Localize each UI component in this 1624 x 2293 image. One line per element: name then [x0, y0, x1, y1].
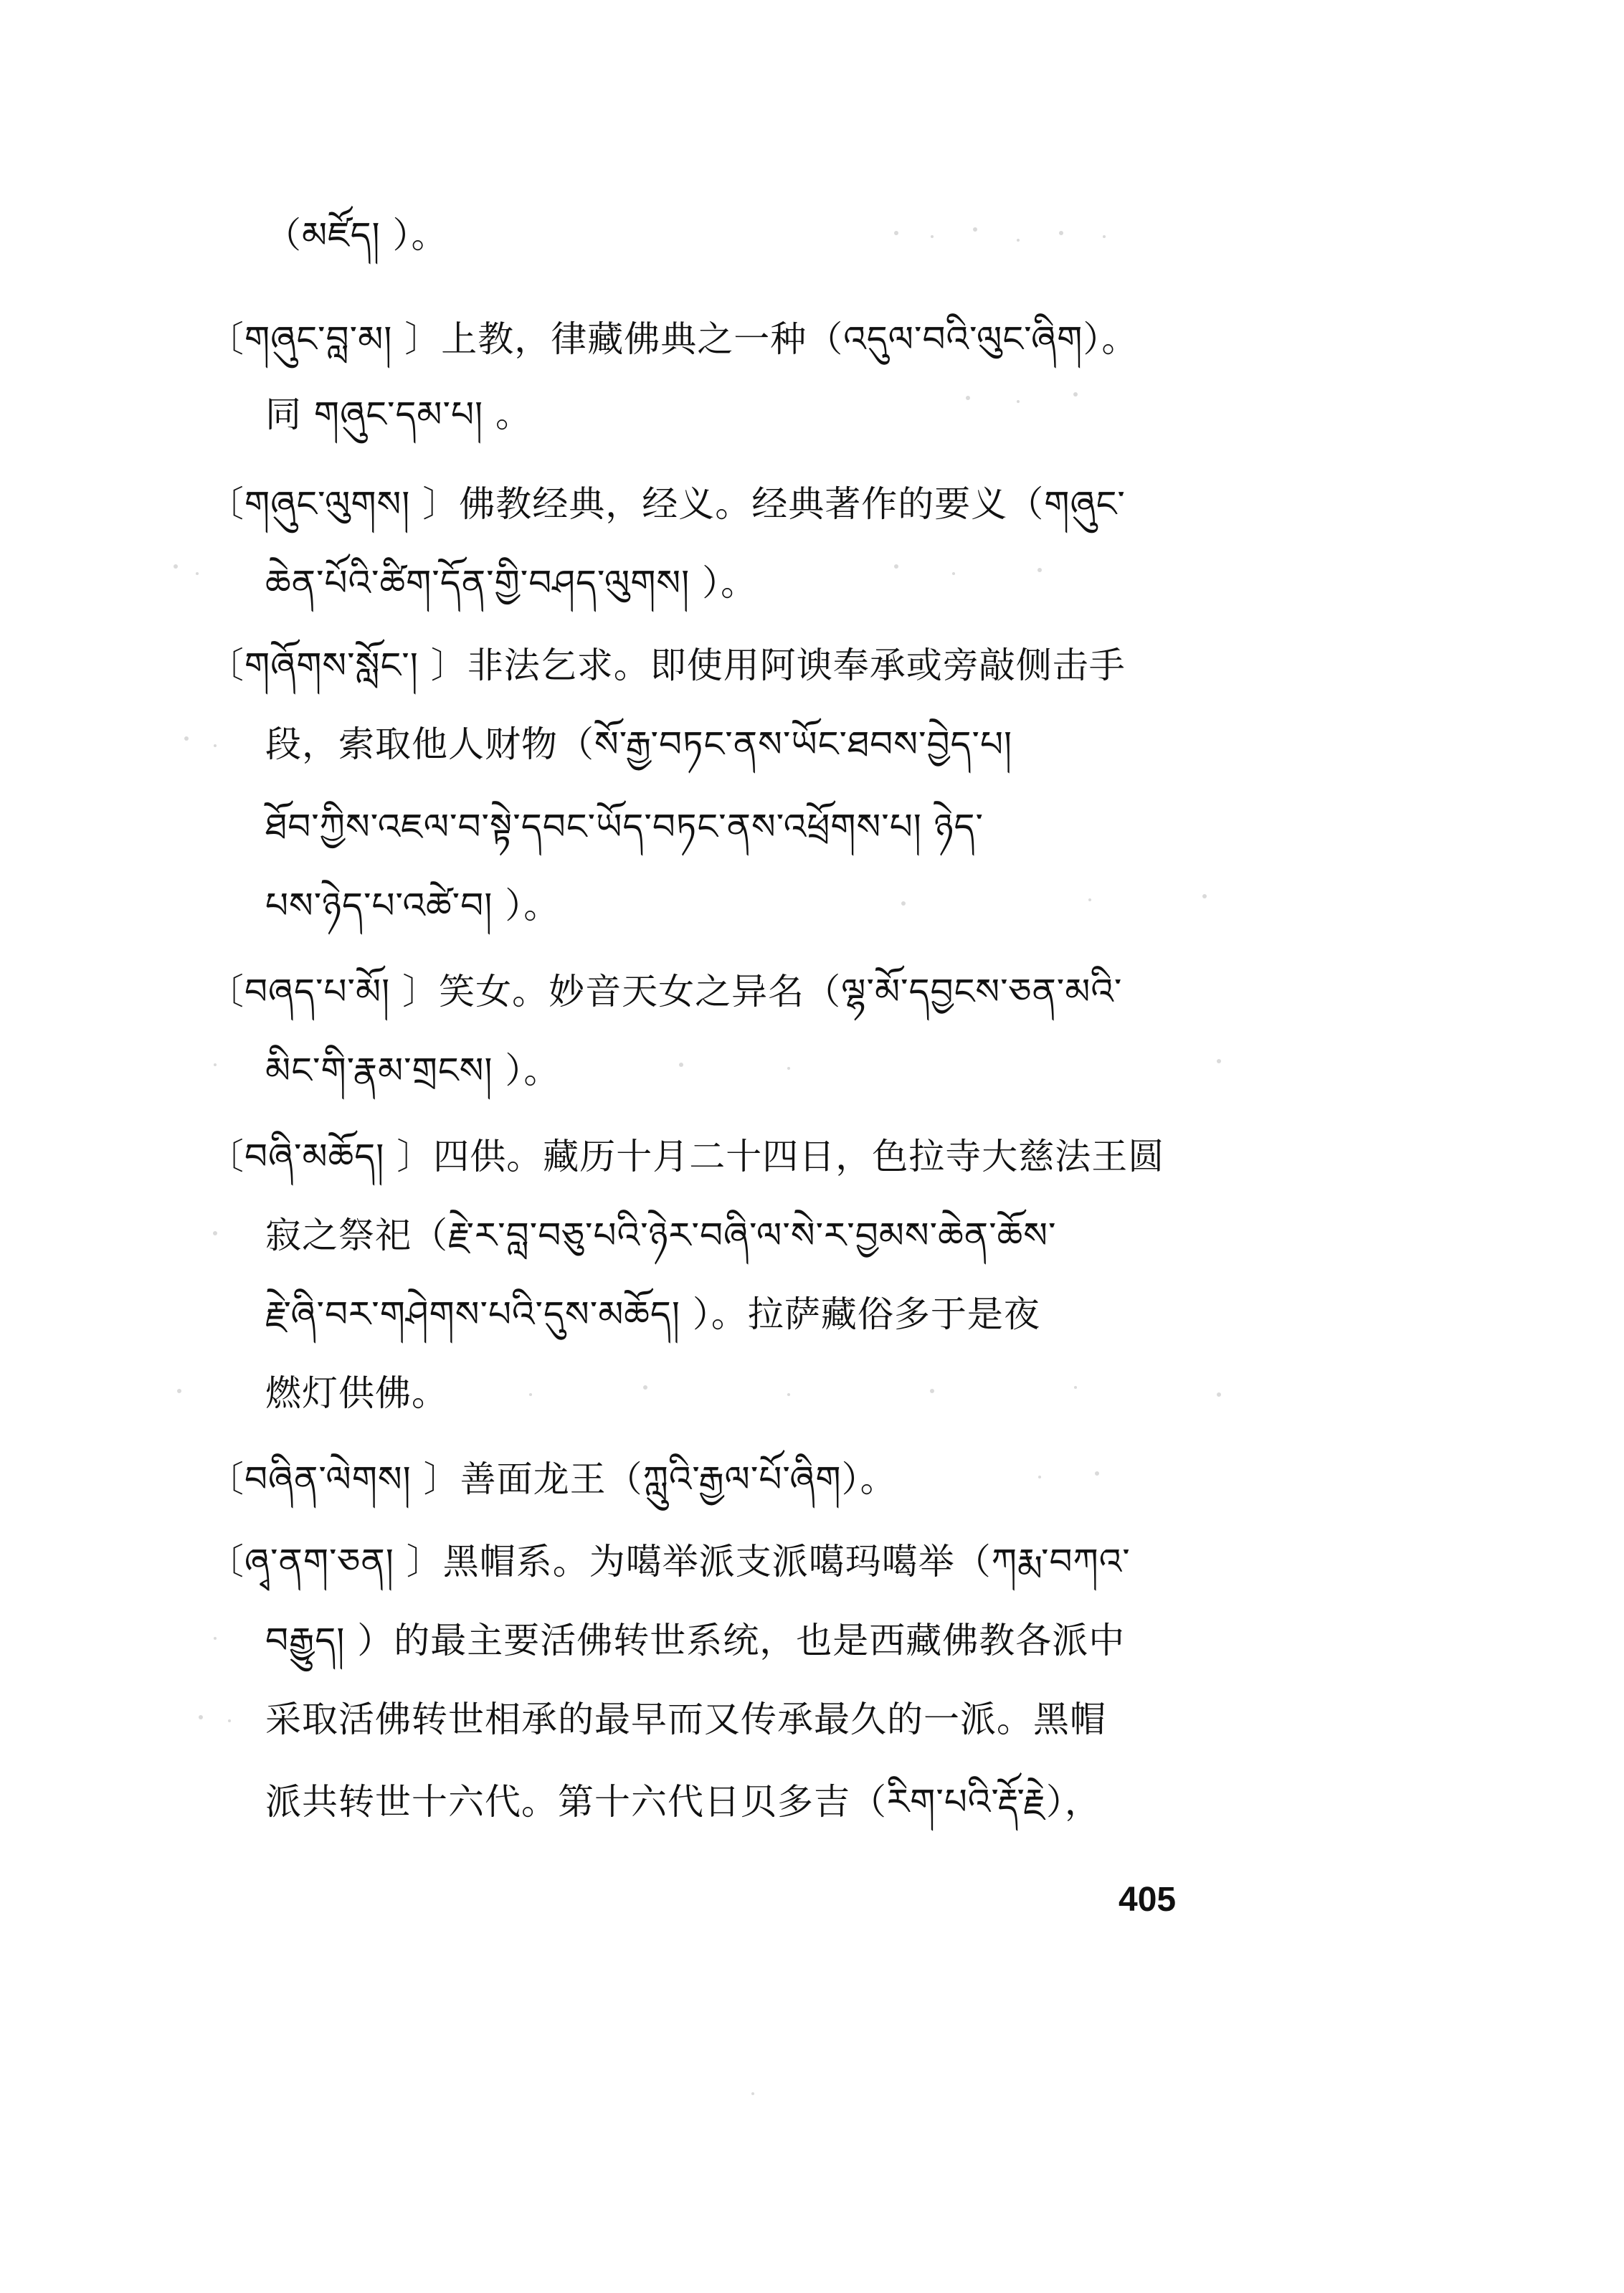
text-line: 派共转世十六代。第十六代日贝多吉（རིག་པའི་རྡོ་རྗེ）， [265, 1781, 1101, 1823]
entry-line: 〔བཞད་པ་མོ། 〕笑女。妙音天女之异名（ལྷ་མོ་དབྱངས་ཅན་མའི་ [208, 971, 1123, 1012]
text-line: རྗེ་ཞི་བར་གཤེགས་པའི་དུས་མཆོད། ）。拉萨藏俗多于是夜 [265, 1293, 1040, 1335]
text-line: （མཛོད། ）。 [265, 214, 448, 256]
text-line: 同 གཞུང་དམ་པ། 。 [265, 394, 533, 435]
entry-line: 〔གཞོགས་སློང་། 〕非法乞求。即使用阿谀奉承或旁敲侧击手 [208, 645, 1126, 686]
text-line: 寂之祭祀（རྗེ་ར་བླ་བཅུ་པའི་ཉེར་བཞི་ལ་སེ་ར་བྱམས་ཆེན་ཆོས་ [265, 1215, 1057, 1256]
entry-line: 〔བཞིན་ལེགས། 〕善面龙王（ཀླུའི་རྒྱལ་པོ་ཞིག）。 [208, 1458, 897, 1500]
page-number: 405 [1119, 1881, 1177, 1919]
text-line: མིང་གི་རྣམ་གྲངས། ）。 [265, 1050, 561, 1091]
entry-line: 〔གཞུང་ལུགས། 〕佛教经典，经义。经典著作的要义（གཞུང་ [208, 483, 1126, 525]
text-line: 段，索取他人财物（སོ་རྒྱ་བཏང་ནས་ཡོང་ཐབས་བྱེད་པ། [265, 723, 1013, 765]
entry-line: 〔ཞྭ་ནག་ཅན། 〕黑帽系。为噶举派支派噶玛噶举（ཀརྨ་བཀའ་ [208, 1541, 1131, 1582]
text-line: པས་ཉེད་པ་འཚེ་བ། ）。 [265, 885, 561, 926]
text-line: ཆེན་པོའི་ཚིག་དོན་གྱི་བཤད་ལུགས། ）。 [265, 562, 758, 604]
entry-line: 〔གཞུང་བླ་མ། 〕上教，律藏佛典之一种（འདུལ་བའི་ལུང་ཞིག）。 [208, 318, 1139, 360]
text-line: བརྒྱུད། ）的最主要活佛转世系统，也是西藏佛教各派中 [265, 1620, 1126, 1661]
text-line: ཐོབ་ཀྱིས་འཇལ་བ་སྟེ་དབང་ཡོད་བཏང་ནས་འཕྲོགས་པ། ཉེད་ [265, 806, 984, 848]
entry-line: 〔བཞི་མཆོད། 〕四供。藏历十月二十四日，色拉寺大慈法王圆 [208, 1136, 1165, 1177]
text-line: 采取活佛转世相承的最早而又传承最久的一派。黑帽 [265, 1699, 1106, 1740]
text-line: 燃灯供佛。 [265, 1372, 448, 1414]
